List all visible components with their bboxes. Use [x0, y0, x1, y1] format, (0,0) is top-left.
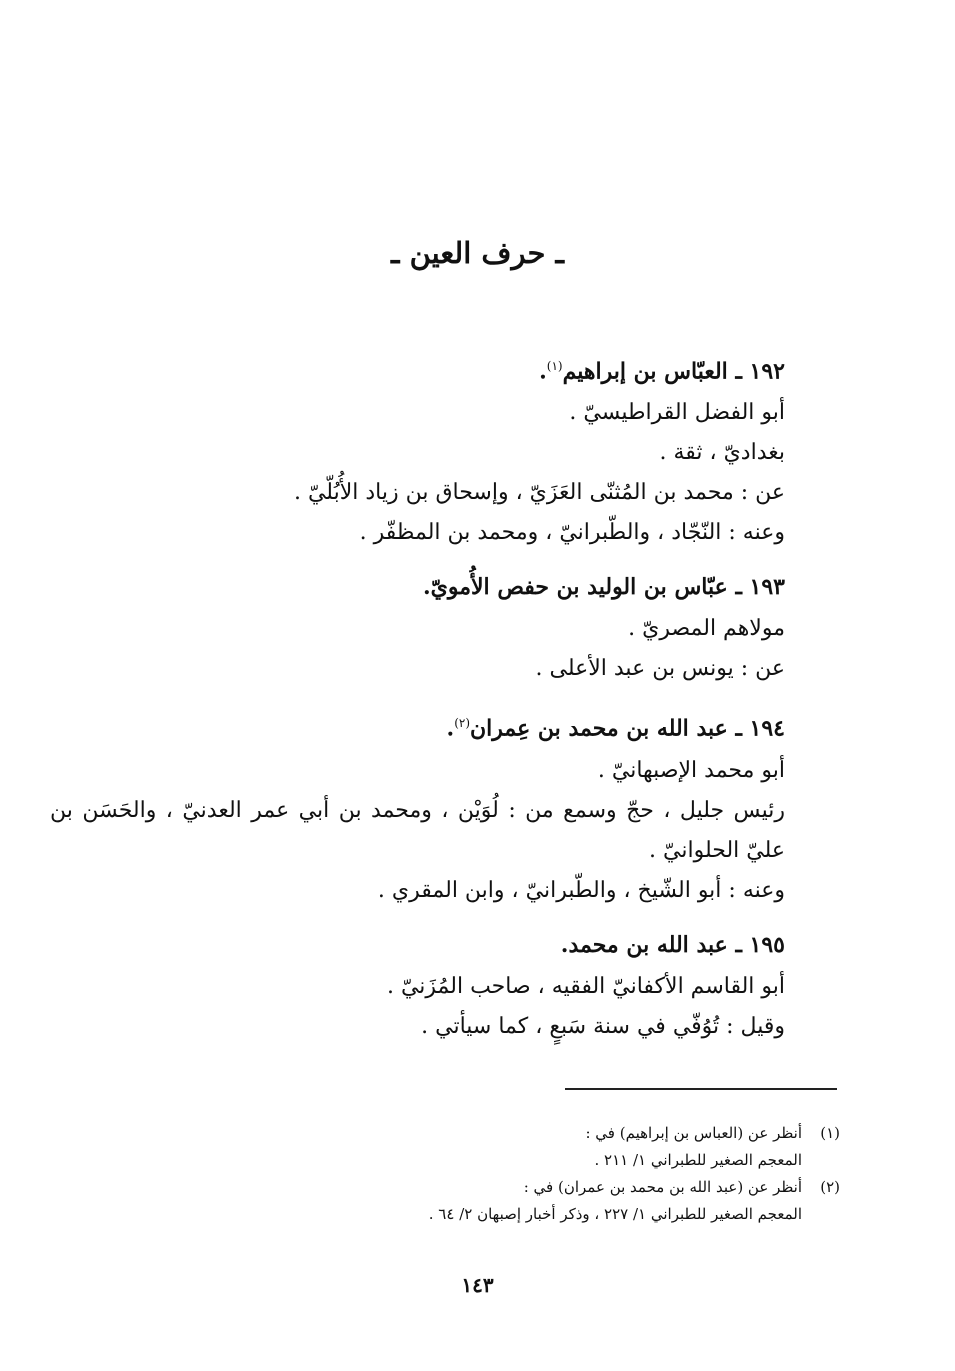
entry-heading [100, 701, 785, 750]
footnote-2 [300, 1174, 840, 1201]
entry-heading [100, 565, 785, 609]
footnote-ref: (٢) [454, 716, 471, 731]
footnote-ref: (١) [546, 359, 563, 373]
footnotes [300, 1120, 840, 1228]
entry-number: ١٩٢ ـ [735, 358, 785, 385]
heading-end: . [560, 931, 569, 958]
footnote-text: أنظر عن (العباس بن إبراهيم) في : [585, 1124, 802, 1142]
entry-name: عبد الله بن محمد [568, 931, 728, 958]
entry-heading [100, 923, 785, 967]
entry-line: عن : يونس بن عبد الأعلى . [535, 656, 785, 682]
entry-line: وقيل : تُوُفّي في سنة سَبعٍ ، كما سيأتي . [421, 1013, 785, 1039]
entry-line: أبو الفضل القراطيسيّ . [569, 400, 785, 426]
entry-194 [50, 701, 785, 910]
entry-line: وعنه : النّجّاد ، والطّبرانيّ ، ومحمد بن المظفّر . [359, 520, 785, 546]
entry-195 [100, 923, 785, 1047]
footnote-1-continuation: المعجم الصغير للطبراني ١/ ٢١١ . [594, 1151, 802, 1169]
entry-line: أبو محمد الإصبهانيّ . [597, 757, 785, 783]
entry-number: ١٩٣ ـ [735, 574, 785, 601]
heading-end: . [539, 358, 547, 385]
entry-line: أبو القاسم الأكفانيّ الفقيه ، صاحب المُزَنيّ . [386, 973, 785, 999]
entries-body [50, 344, 785, 1059]
entry-line: مولاهم المصريّ . [628, 616, 785, 642]
footnote-1 [300, 1120, 840, 1147]
entry-heading [100, 344, 785, 393]
entry-line: وعنه : أبو الشّيخ ، والطّبرانيّ ، وابن المقري . [377, 877, 785, 903]
footnote-2-continuation: المعجم الصغير للطبراني ١/ ٢٢٧ ، وذكر أخبار إصبهان ٢/ ٦٤ . [428, 1205, 802, 1223]
entry-number: ١٩٤ ـ [735, 715, 785, 742]
entry-name: العبّاس بن إبراهيم [562, 358, 728, 385]
entry-192 [100, 344, 785, 553]
entry-line: عن : محمد بن المُثنّى العَزَيّ ، وإسحاق بن زياد الأُبُلّيّ . [293, 480, 785, 506]
entry-193 [100, 565, 785, 689]
footnote-number: (١) [820, 1124, 840, 1142]
entry-paragraph: رئيس جليل ، حجّ وسمع من : لُوَيْن ، ومحمد بن أبي عمر العدنيّ ، والحَسَن بن عليّ الحلوانيّ . [50, 797, 785, 863]
entry-line: بغداديّ ، ثقة . [659, 440, 785, 466]
footnote-number: (٢) [820, 1178, 840, 1196]
chapter-title: ـ حرف العين ـ [391, 236, 564, 270]
entry-name: عبّاس بن الوليد بن حفص الأُمويّ [430, 574, 728, 601]
page-number: ١٤٣ [461, 1273, 494, 1297]
entry-name: عبد الله بن محمد بن عِمران [470, 715, 728, 742]
footnote-divider [565, 1088, 837, 1090]
footnote-text: أنظر عن (عبد الله بن محمد بن عمران) في : [523, 1178, 802, 1196]
entry-number: ١٩٥ ـ [735, 931, 785, 958]
heading-end: . [446, 715, 455, 742]
heading-end: . [422, 574, 431, 601]
